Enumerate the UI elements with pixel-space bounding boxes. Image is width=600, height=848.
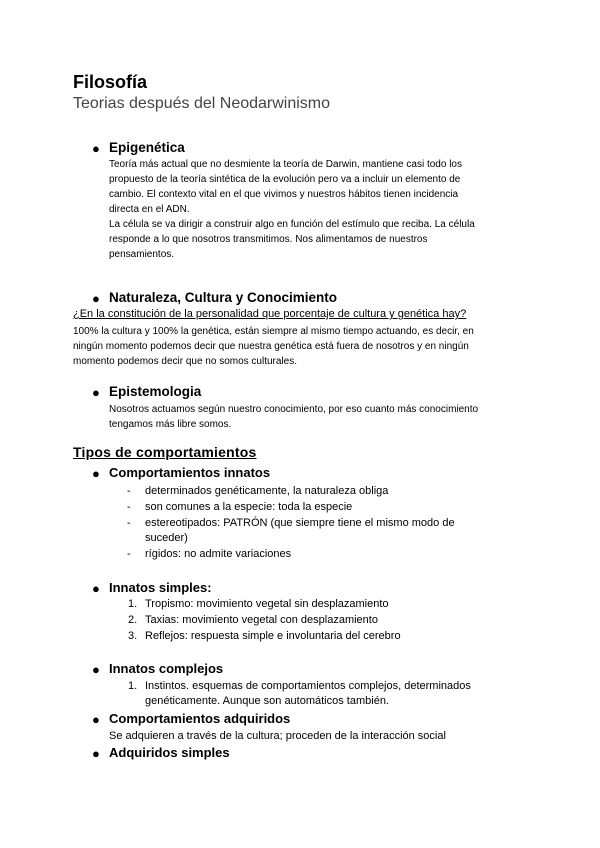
dash-marker: - — [127, 501, 131, 513]
page-title: Filosofía — [73, 72, 148, 92]
number-marker: 1. — [128, 680, 138, 692]
bullet-marker: ● — [92, 712, 100, 727]
number-marker: 1. — [128, 598, 138, 610]
naturaleza-line: ningún momento podemos decir que nuestra genética está fuera de nosotros y en ningún — [73, 341, 469, 352]
epistemologia-line: tengamos más libre somos. — [109, 419, 232, 430]
epigenetica-line: propuesto de la teoría sintética de la evolución pero va a incluir un elemento de — [109, 174, 461, 185]
epistemologia-heading: Epistemologia — [109, 384, 202, 399]
dash-marker: - — [127, 485, 131, 497]
complejos-item-cont: genéticamente. Aunque son automáticos también. — [145, 695, 389, 707]
number-marker: 2. — [128, 614, 138, 626]
complejos-item: Instintos. esquemas de comportamientos complejos, determinados — [145, 680, 471, 692]
dash-marker: - — [127, 517, 131, 529]
bullet-marker: ● — [92, 141, 100, 156]
bullet-marker: ● — [92, 662, 100, 677]
simples-item: Reflejos: respuesta simple e involuntaria del cerebro — [145, 630, 401, 642]
bullet-marker: ● — [92, 385, 100, 400]
adquiridos-simples-heading: Adquiridos simples — [109, 745, 230, 760]
simples-item: Taxias: movimiento vegetal con desplazamiento — [145, 614, 378, 626]
naturaleza-line: momento podemos decir que no somos culturales. — [73, 356, 298, 367]
number-marker: 3. — [128, 630, 138, 642]
complejos-heading: Innatos complejos — [109, 661, 224, 676]
simples-heading: Innatos simples: — [109, 580, 212, 595]
adquiridos-heading: Comportamientos adquiridos — [109, 711, 291, 726]
epigenetica-heading: Epigenética — [109, 140, 185, 155]
simples-item: Tropismo: movimiento vegetal sin desplazamiento — [145, 598, 389, 610]
adquiridos-text: Se adquieren a través de la cultura; proceden de la interacción social — [109, 730, 446, 742]
epigenetica-line: cambio. El contexto vital en el que vivimos y nuestros hábitos tienen incidencia — [109, 189, 459, 200]
naturaleza-question: ¿En la constitución de la personalidad que porcentaje de cultura y genética hay? — [73, 308, 467, 320]
innatos-item: rígidos: no admite variaciones — [145, 548, 292, 560]
innatos-item: determinados genéticamente, la naturaleza obliga — [145, 485, 389, 497]
dash-marker: - — [127, 548, 131, 560]
epigenetica-line: La célula se va dirigir a construir algo en función del estímulo que reciba. La célula — [109, 219, 475, 230]
epigenetica-line: pensamientos. — [109, 249, 175, 260]
page-subtitle: Teorias después del Neodarwinismo — [73, 95, 331, 112]
epistemologia-line: Nosotros actuamos según nuestro conocimiento, por eso cuanto más conocimiento — [109, 404, 479, 415]
section-heading-tipos: Tipos de comportamientos — [73, 444, 257, 460]
bullet-marker: ● — [92, 581, 100, 596]
innatos-item-cont: suceder) — [145, 532, 188, 544]
innatos-item: son comunes a la especie: toda la especie — [145, 501, 353, 513]
bullet-marker: ● — [92, 291, 100, 306]
epigenetica-line: responde a lo que nosotros transmitimos. Nos alimentamos de nuestros — [109, 234, 428, 245]
naturaleza-heading: Naturaleza, Cultura y Conocimiento — [109, 290, 338, 305]
bullet-marker: ● — [92, 466, 100, 481]
naturaleza-line: 100% la cultura y 100% la genética, están siempre al mismo tiempo actuando, es decir, en — [73, 326, 474, 337]
epigenetica-line: Teoría más actual que no desmiente la teoría de Darwin, mantiene casi todo los — [109, 159, 462, 170]
innatos-heading: Comportamientos innatos — [109, 465, 271, 480]
innatos-item: estereotipados: PATRÓN (que siempre tiene el mismo modo de — [145, 517, 455, 529]
epigenetica-line: directa en el ADN. — [109, 204, 190, 215]
bullet-marker: ● — [92, 746, 100, 761]
